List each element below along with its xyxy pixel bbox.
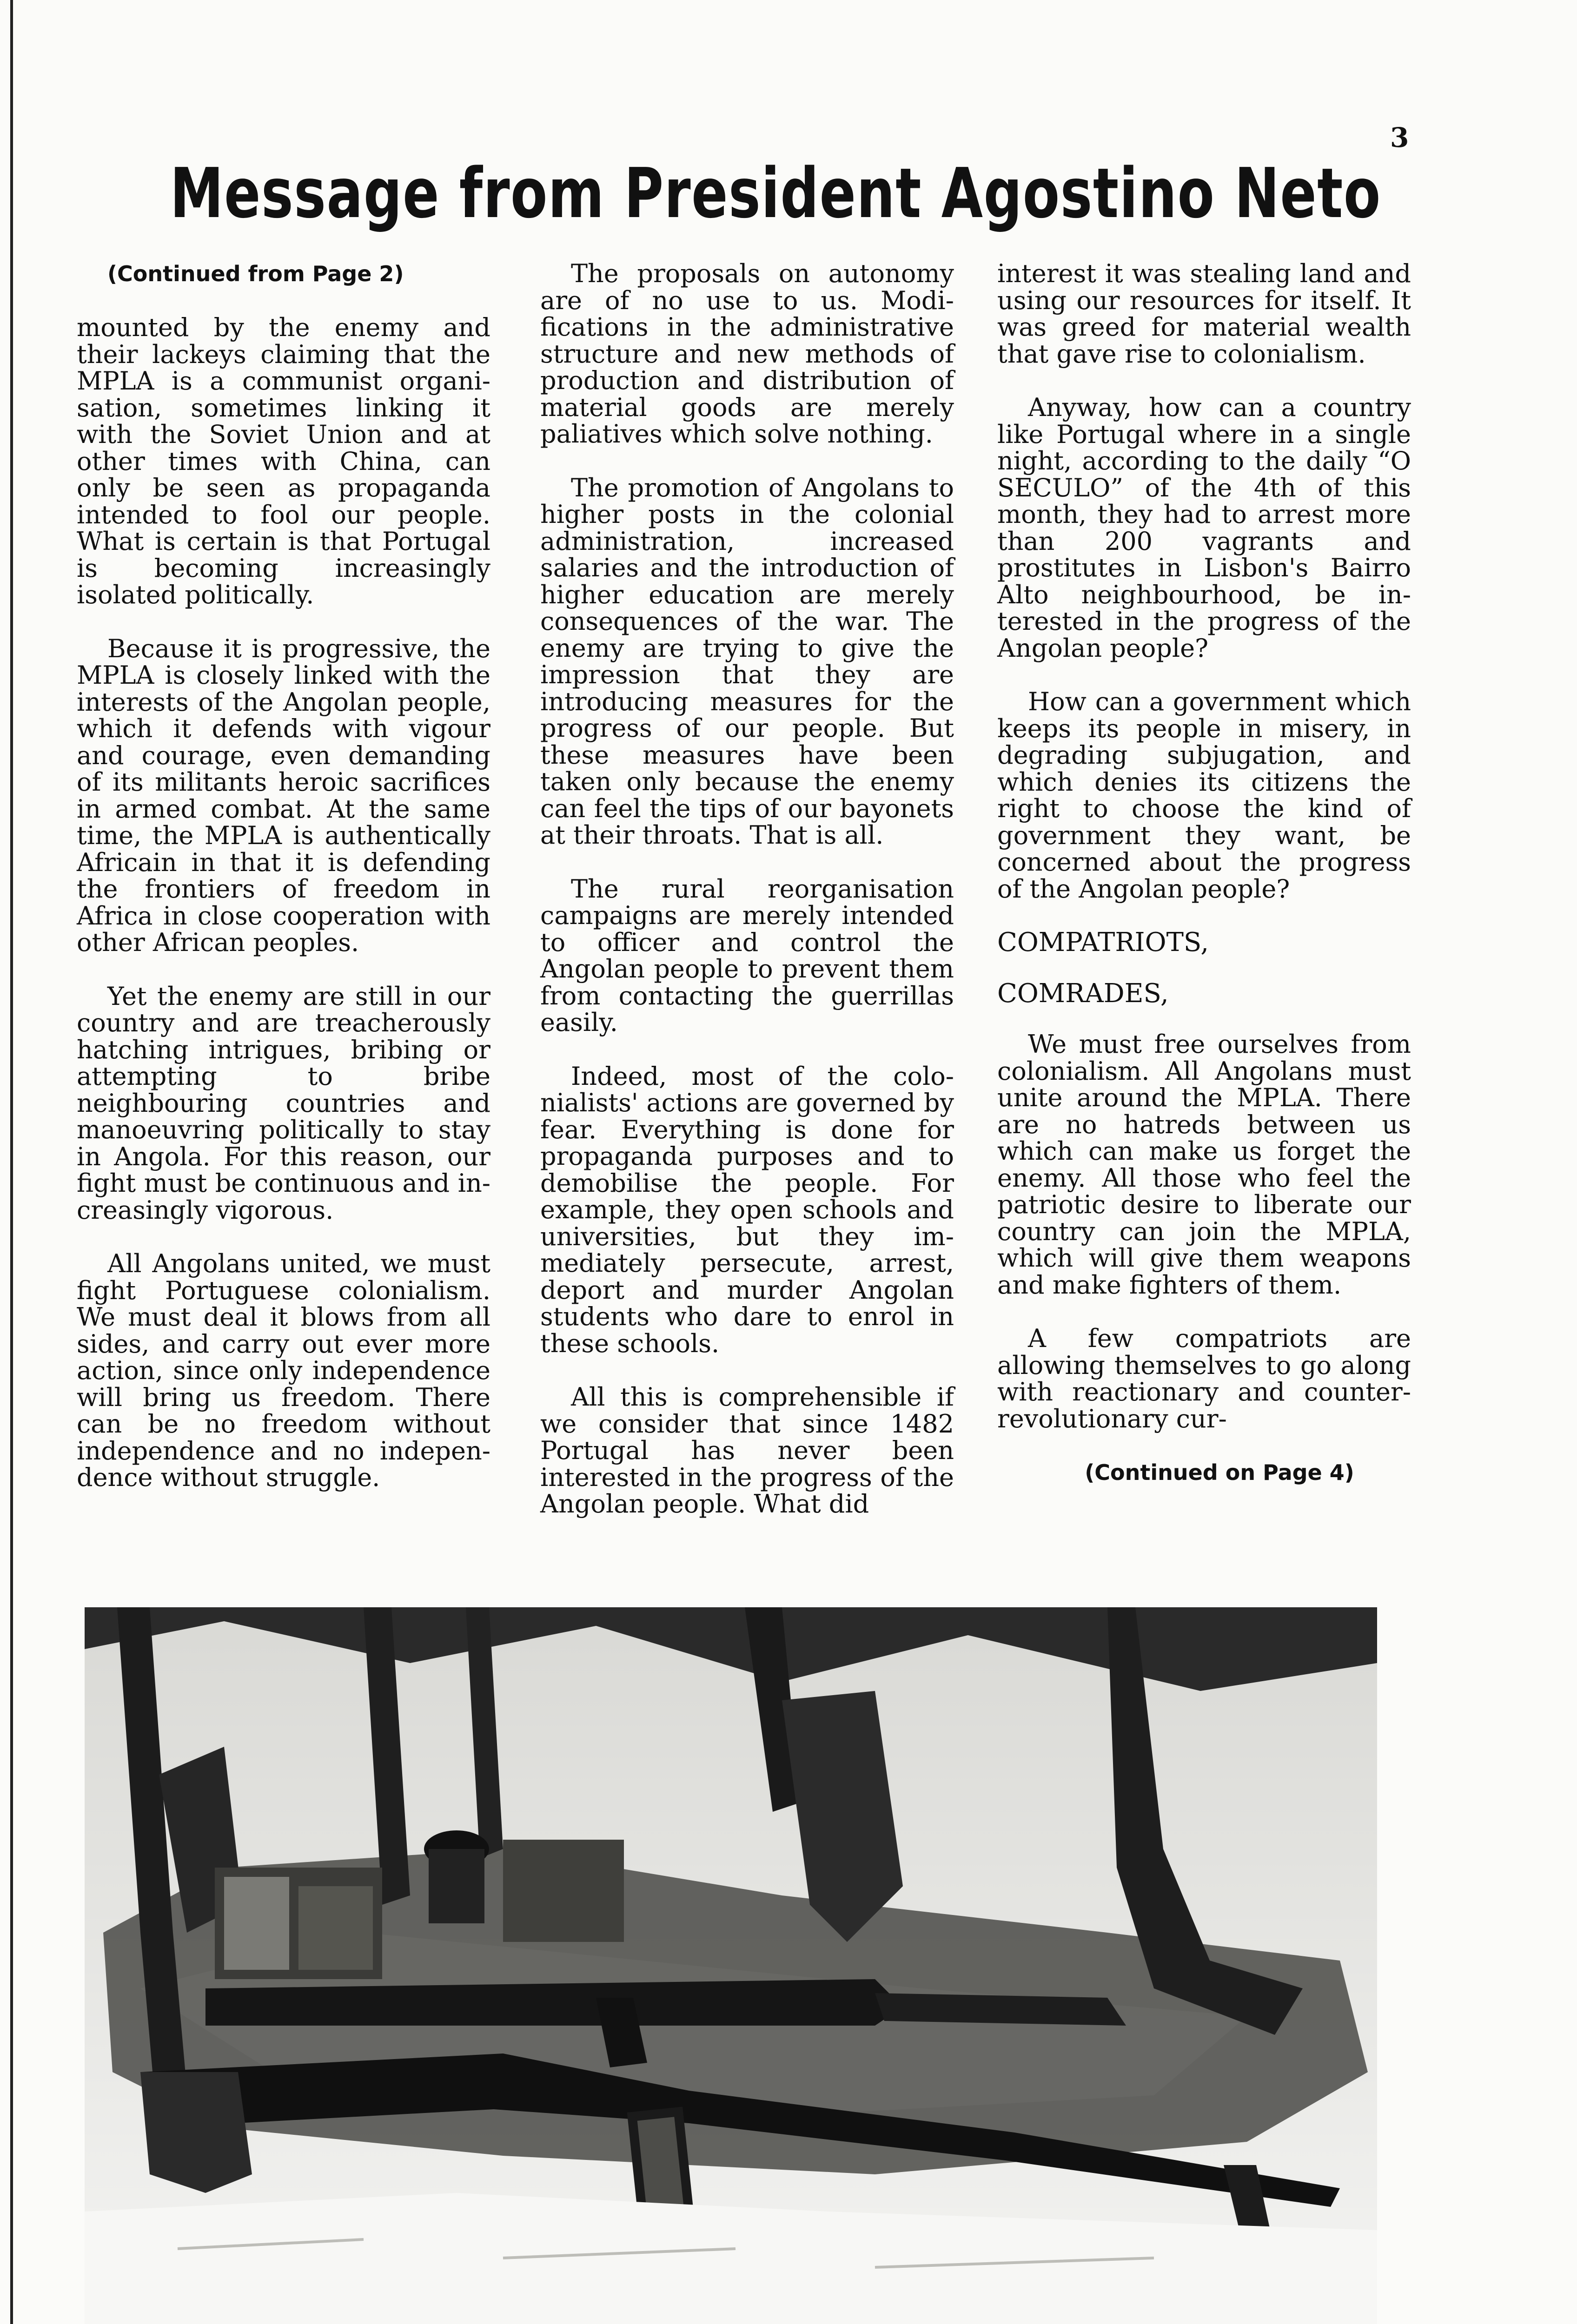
paragraph: The promotion of Angolans to higher posts in the colonial administration, increased salaries and the introduction of higher education are merely consequences of the war. The enemy are trying to give the impression that they are introducing measures for the progress of our people. But these measures have been taken only because the enemy can feel the tips of our bayonets at their throats. That is all. [540,473,954,850]
article-column-1 [77,260,490,1518]
paragraph: The rural reorganisation campaigns are merely intended to officer and control the Angolan people to prevent them from contacting the guerrillas easily. [540,874,954,1037]
paragraph: Yet the enemy are still in our country and are treacherously hatching intrigues, bribing or attempting to bribe neighbouring countries and manoeuvring politically to stay in Angola. For this reason, our fight must be continuous and increasingly vigorous. [77,981,490,1225]
salutation-compatriots: COMPATRIOTS, [997,927,1209,957]
paragraph: interest it was stealing land and using our resources for itself. It was greed for material wealth that gave rise to colonialism. [997,259,1411,369]
captured-arms-photo [85,1607,1377,2324]
paragraph: All Angolans united, we must fight Portuguese colonialism. We must deal it blows from all sides, and carry out ever more action, since only independence will bring us freedom. There can be no freedom without independence and no independence without struggle. [77,1249,490,1492]
continued-from-note: (Continued from Page 2) [107,261,404,286]
paragraph: Indeed, most of the colonialists' actions are governed by fear. Everything is done for propaganda purposes and to demobilise the people. For example, they open schools and universities, but they immediately persecute, arrest, deport and murder Angolan students who dare to enrol in these schools. [540,1061,954,1358]
paragraph: A few compatriots are allowing themselves to go along with reactionary and counter-revolutionary cur- [997,1324,1411,1433]
salutation-comrades: COMRADES, [997,978,1169,1009]
article-column-2 [540,260,954,1545]
headline: Message from President Agostino Neto [170,153,1381,233]
weapons-photo-illustration [85,1607,1377,2324]
page-border-left [10,0,13,2324]
paragraph: The proposals on autonomy are of no use to us. Modifications in the administrative structure and new methods of production and distribution of material goods are merely paliatives which solve nothing. [540,259,954,449]
paragraph: mounted by the enemy and their lackeys claiming that the MPLA is a communist organisation, sometimes linking it with the Soviet Union and at other times with China, can only be seen as propaganda intended to fool our people. What is certain is that Portugal is becoming increasingly isolated politically. [77,313,490,609]
article-column-3 [997,260,1411,1513]
paragraph: All this is comprehensible if we consider that since 1482 Portugal has never been interested in the progress of the Angolan people. What did [540,1382,954,1519]
paragraph: Anyway, how can a country like Portugal where in a single night, according to the daily “O SECULO” of the 4th of this month, they had to arrest more than 200 vagrants and prostitutes in Lisbon's Bairro Alto neighbourhood, be interested in the progress of the Angolan people? [997,393,1411,663]
page-number: 3 [1390,122,1409,153]
paragraph: Because it is progressive, the MPLA is closely linked with the interests of the Angolan people, which it defends with vigour and courage, even demanding of its militants heroic sacrifices in armed combat. At the same time, the MPLA is authentically Africain in that it is defending the frontiers of freedom in Africa in close cooperation with other African peoples. [77,634,490,957]
paragraph: How can a government which keeps its people in misery, in degrading subjugation, and which denies its citizens the right to choose the kind of government they want, be concerned about the progress of the Angolan people? [997,687,1411,904]
continued-on-note: (Continued on Page 4) [1085,1460,1354,1485]
paragraph: We must free ourselves from colonialism. All Angolans must unite around the MPLA. There are no hatreds between us which can make us forget the enemy. All those who feel the patriotic desire to liberate our country can join the MPLA, which will give them weapons and make fighters of them. [997,1030,1411,1300]
